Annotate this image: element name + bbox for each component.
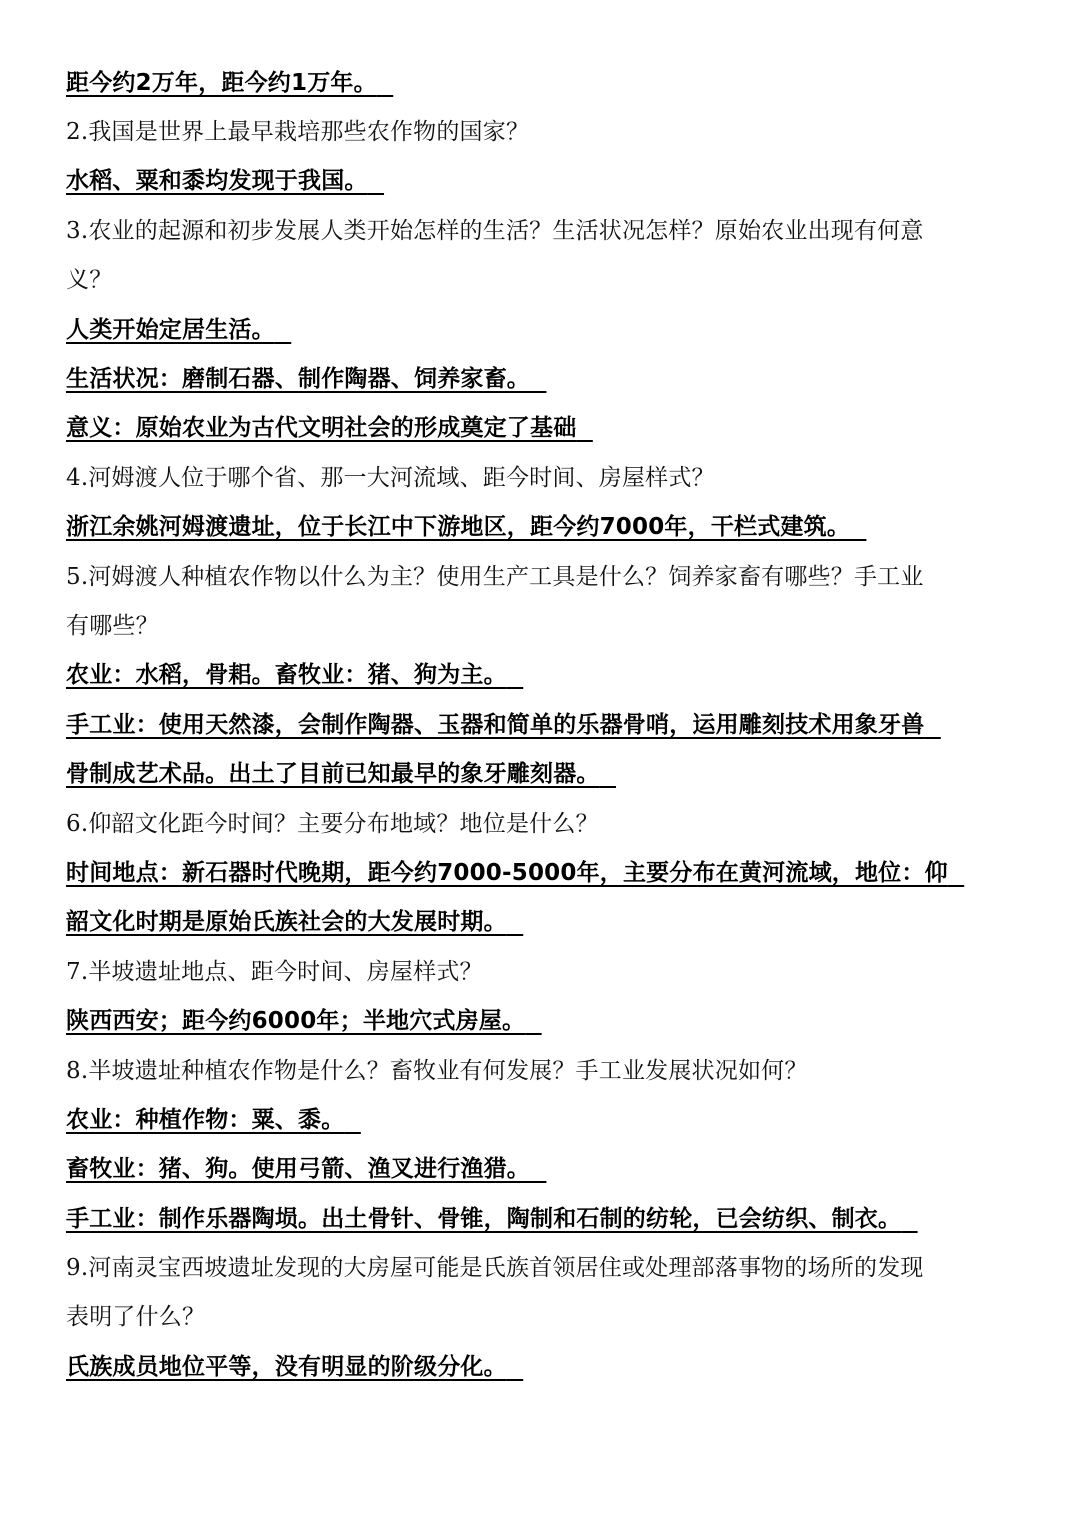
answer-line: 手工业：制作乐器陶埙。出土骨针、骨锥，陶制和石制的纺轮，已会纺织、制衣。 xyxy=(66,1205,902,1232)
question-line: 3.农业的起源和初步发展人类开始怎样的生活？生活状况怎样？原始农业出现有何意 xyxy=(66,217,924,244)
question-line: 义？ xyxy=(66,267,113,294)
question-line: 5.河姆渡人种植农作物以什么为主？使用生产工具是什么？饲养家畜有哪些？手工业 xyxy=(66,563,924,590)
question-line: 6.仰韶文化距今时间？主要分布地域？地位是什么？ xyxy=(66,810,599,837)
question-line: 9.河南灵宝西坡遗址发现的大房屋可能是氏族首领居住或处理部落事物的场所的发现 xyxy=(66,1255,924,1282)
answer-line: 人类开始定居生活。 xyxy=(66,316,275,343)
question-line: 2.我国是世界上最早栽培那些农作物的国家？ xyxy=(66,119,530,146)
answer-line: 生活状况：磨制石器、制作陶器、饲养家畜。 xyxy=(66,366,530,393)
answer-line: 水稻、粟和黍均发现于我国。 xyxy=(66,168,368,195)
answer-line: 陕西西安；距今约6000年；半地穴式房屋。 xyxy=(66,1008,526,1035)
answer-line: 意义：原始农业为古代文明社会的形成奠定了基础 xyxy=(66,415,577,442)
answer-line: 畜牧业：猪、狗。使用弓箭、渔叉进行渔猎。 xyxy=(66,1156,530,1183)
question-line: 表明了什么？ xyxy=(66,1304,206,1331)
answer-line: 距今约2万年，距今约1万年。 xyxy=(66,69,377,96)
answer-line: 浙江余姚河姆渡遗址，位于长江中下游地区，距今约7000年，干栏式建筑。 xyxy=(66,514,851,541)
answer-line: 骨制成艺术品。出土了目前已知最早的象牙雕刻器。 xyxy=(66,761,600,788)
question-line: 7.半坡遗址地点、距今时间、房屋样式？ xyxy=(66,958,483,985)
answer-line: 手工业：使用天然漆，会制作陶器、玉器和简单的乐器骨哨，运用雕刻技术用象牙兽 xyxy=(66,711,925,738)
question-line: 8.半坡遗址种植农作物是什么？畜牧业有何发展？手工业发展状况如何？ xyxy=(66,1057,808,1084)
answer-line: 农业：种植作物：粟、黍。 xyxy=(66,1106,345,1133)
question-line: 有哪些？ xyxy=(66,612,159,639)
answer-line: 氏族成员地位平等，没有明显的阶级分化。 xyxy=(66,1353,507,1380)
answer-line: 韶文化时期是原始氏族社会的大发展时期。 xyxy=(66,909,507,936)
answer-line: 时间地点：新石器时代晚期，距今约7000-5000年，主要分布在黄河流域，地位：仰 xyxy=(66,859,948,886)
question-line: 4.河姆渡人位于哪个省、那一大河流域、距今时间、房屋样式？ xyxy=(66,464,715,491)
document-page xyxy=(66,58,1010,1392)
answer-line: 农业：水稻，骨耜。畜牧业：猪、狗为主。 xyxy=(66,662,507,689)
